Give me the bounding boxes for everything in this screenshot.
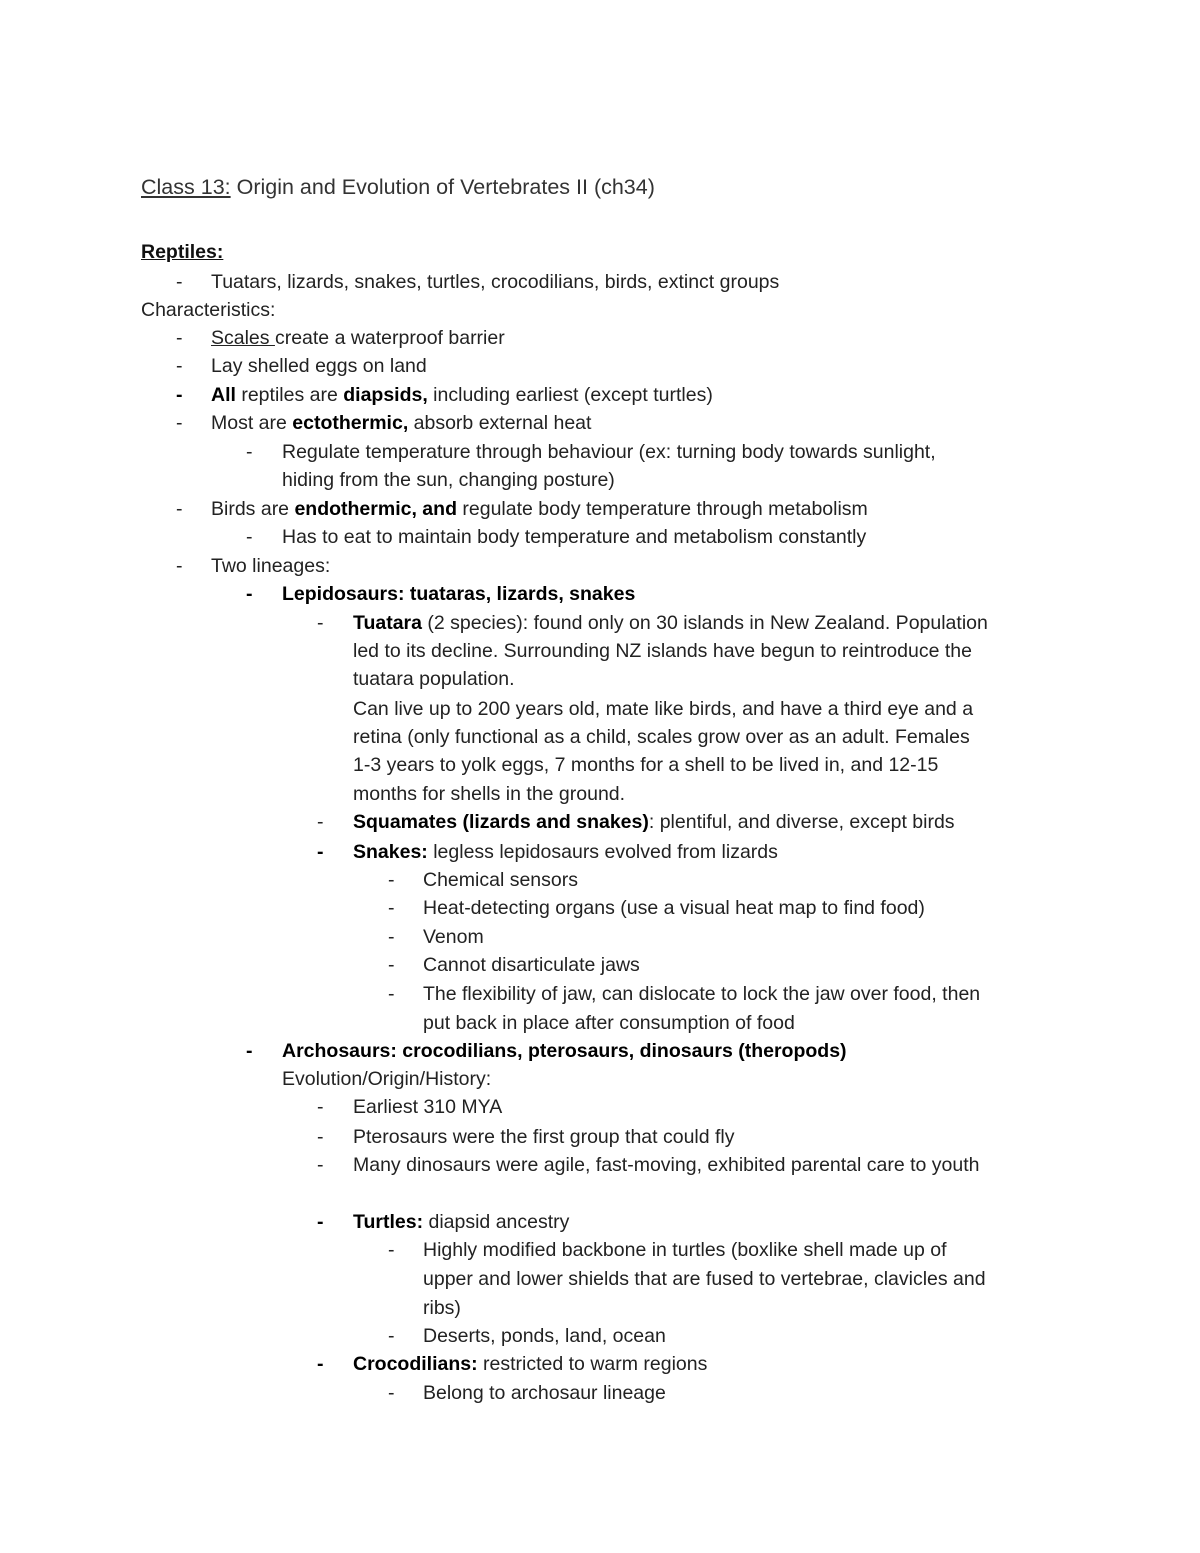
list-bullet: - bbox=[317, 1353, 324, 1375]
reptile-groups-item: Tuatars, lizards, snakes, turtles, crocodilians, birds, extinct groups bbox=[211, 271, 780, 293]
evolution-label: Evolution/Origin/History: bbox=[282, 1068, 492, 1090]
list-bullet: - bbox=[388, 869, 395, 891]
tuatara-item-line1 bbox=[353, 609, 988, 638]
text: : plentiful, and diverse, except birds bbox=[648, 811, 955, 833]
list-bullet: - bbox=[388, 897, 395, 919]
tuatara-item-line4: Can live up to 200 years old, mate like birds, and have a third eye and a bbox=[353, 698, 974, 720]
page-title bbox=[141, 172, 655, 202]
bold-text: Tuatara bbox=[353, 612, 422, 634]
regulate-item-line1: Regulate temperature through behaviour (ex: turning body towards sunlight, bbox=[282, 441, 936, 463]
turtles-item bbox=[353, 1208, 569, 1237]
list-bullet: - bbox=[246, 1040, 253, 1062]
diapsids-item bbox=[211, 381, 713, 410]
text: absorb external heat bbox=[408, 412, 592, 434]
list-bullet: - bbox=[176, 355, 183, 377]
tuatara-item-line7: months for shells in the ground. bbox=[353, 783, 626, 805]
list-bullet: - bbox=[246, 583, 253, 605]
snake-item: Chemical sensors bbox=[423, 869, 578, 891]
list-bullet: - bbox=[317, 1211, 324, 1233]
list-bullet: - bbox=[176, 271, 183, 293]
backbone-item-line1: Highly modified backbone in turtles (boxlike shell made up of bbox=[423, 1239, 947, 1261]
text: Birds are bbox=[211, 498, 295, 520]
tuatara-item-line6: 1-3 years to yolk eggs, 7 months for a shell to be lived in, and 12-15 bbox=[353, 754, 939, 776]
eat-item: Has to eat to maintain body temperature and metabolism constantly bbox=[282, 526, 867, 548]
regulate-item-line2: hiding from the sun, changing posture) bbox=[282, 469, 615, 491]
text: regulate body temperature through metabolism bbox=[456, 498, 868, 520]
text: diapsid ancestry bbox=[423, 1211, 570, 1233]
list-bullet: - bbox=[317, 612, 324, 634]
bold-text: endothermic, and bbox=[294, 498, 457, 520]
backbone-item-line3: ribs) bbox=[423, 1297, 461, 1319]
list-bullet: - bbox=[246, 526, 253, 548]
list-bullet: - bbox=[176, 327, 183, 349]
list-bullet: - bbox=[176, 384, 183, 406]
two-lineages-item: Two lineages: bbox=[211, 555, 331, 577]
snake-item: Cannot disarticulate jaws bbox=[423, 954, 640, 976]
list-bullet: - bbox=[176, 555, 183, 577]
title-topic: Origin and Evolution of Vertebrates II (ch34) bbox=[230, 175, 655, 199]
squamates-item bbox=[353, 808, 955, 837]
list-bullet: - bbox=[388, 1325, 395, 1347]
evolution-item: Many dinosaurs were agile, fast-moving, exhibited parental care to youth bbox=[353, 1154, 980, 1176]
tuatara-item-line3: tuatara population. bbox=[353, 668, 515, 690]
jaw-item-line1: The flexibility of jaw, can dislocate to lock the jaw over food, then bbox=[423, 983, 981, 1005]
scales-text: create a waterproof barrier bbox=[274, 327, 505, 349]
list-bullet: - bbox=[317, 841, 324, 863]
jaw-item-line2: put back in place after consumption of food bbox=[423, 1012, 795, 1034]
evolution-item: Pterosaurs were the first group that could fly bbox=[353, 1126, 735, 1148]
bold-text: Squamates (lizards and snakes) bbox=[353, 811, 649, 833]
archosaurs-heading: Archosaurs: crocodilians, pterosaurs, dinosaurs (theropods) bbox=[282, 1040, 847, 1062]
list-bullet: - bbox=[388, 1382, 395, 1404]
list-bullet: - bbox=[176, 498, 183, 520]
title-class-number: Class 13: bbox=[141, 175, 231, 199]
list-bullet: - bbox=[388, 1239, 395, 1261]
evolution-item: Earliest 310 MYA bbox=[353, 1096, 503, 1118]
list-bullet: - bbox=[388, 983, 395, 1005]
tuatara-item-line5: retina (only functional as a child, scales grow over as an adult. Females bbox=[353, 726, 970, 748]
list-bullet: - bbox=[317, 1126, 324, 1148]
text: reptiles are bbox=[235, 384, 344, 406]
archosaur-lineage-item: Belong to archosaur lineage bbox=[423, 1382, 666, 1404]
text: legless lepidosaurs evolved from lizards bbox=[427, 841, 778, 863]
bold-text: Snakes: bbox=[353, 841, 428, 863]
list-bullet: - bbox=[317, 1096, 324, 1118]
list-bullet: - bbox=[317, 811, 324, 833]
list-bullet: - bbox=[388, 926, 395, 948]
reptiles-heading: Reptiles: bbox=[141, 241, 224, 263]
list-bullet: - bbox=[246, 441, 253, 463]
bold-text: diapsids, bbox=[343, 384, 428, 406]
bold-text: All bbox=[211, 384, 236, 406]
snake-item: Heat-detecting organs (use a visual heat map to find food) bbox=[423, 897, 925, 919]
text: including earliest (except turtles) bbox=[427, 384, 713, 406]
list-bullet: - bbox=[317, 1154, 324, 1176]
list-bullet: - bbox=[388, 954, 395, 976]
bold-text: Crocodilians: bbox=[353, 1353, 478, 1375]
bold-text: Turtles: bbox=[353, 1211, 424, 1233]
characteristics-label: Characteristics: bbox=[141, 299, 276, 321]
habitats-item: Deserts, ponds, land, ocean bbox=[423, 1325, 666, 1347]
scales-term: Scales bbox=[211, 327, 275, 349]
text: restricted to warm regions bbox=[477, 1353, 708, 1375]
ectothermic-item bbox=[211, 409, 591, 438]
birds-item bbox=[211, 495, 868, 524]
crocodilians-item bbox=[353, 1350, 707, 1379]
text: Most are bbox=[211, 412, 293, 434]
backbone-item-line2: upper and lower shields that are fused to vertebrae, clavicles and bbox=[423, 1268, 986, 1290]
snakes-item bbox=[353, 838, 778, 867]
lepidosaurs-heading: Lepidosaurs: tuataras, lizards, snakes bbox=[282, 583, 636, 605]
eggs-item: Lay shelled eggs on land bbox=[211, 355, 427, 377]
scales-item bbox=[211, 324, 505, 353]
text: (2 species): found only on 30 islands in New Zealand. Population bbox=[422, 612, 988, 634]
list-bullet: - bbox=[176, 412, 183, 434]
tuatara-item-line2: led to its decline. Surrounding NZ islands have begun to reintroduce the bbox=[353, 640, 972, 662]
snake-item: Venom bbox=[423, 926, 484, 948]
bold-text: ectothermic, bbox=[292, 412, 409, 434]
